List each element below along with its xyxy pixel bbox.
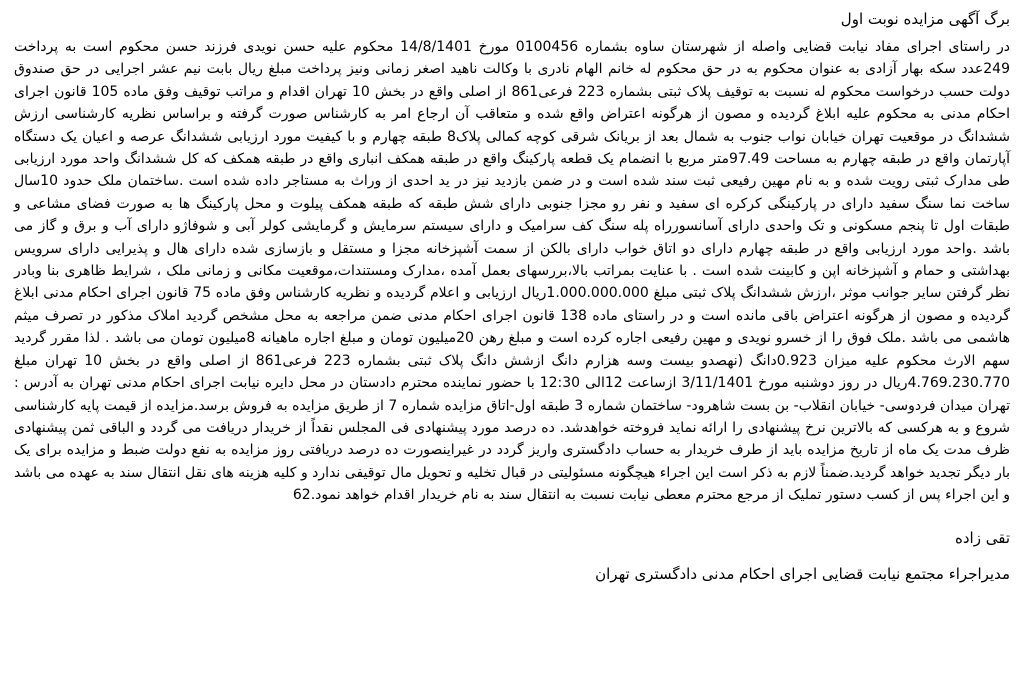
signer-name: تقی زاده [955, 528, 1010, 547]
notice-title: برگ آگهی مزایده نوبت اول [840, 10, 1010, 28]
signer-title: مدیراجراء مجتمع نیابت قضایی اجرای احکام مدنی دادگستری تهران [595, 564, 1010, 583]
notice-body: در راستای اجرای مفاد نیابت قضایی واصله از شهرستان ساوه بشماره 0100456 مورخ 14/8/1401 محکوم علیه حسن نویدی فرزند حسن محکوم است به پرداخت 249عدد سکه بهار آزادی به عنوان محکوم به در حق محکوم له خانم الهام نادری با وکالت ناهید اصغر زمانی ونیز پرداخت مبلغ ریال بابت نیم عشر اجرایی در حق صندوق دولت حسب درخواست محکوم له نسبت به توقیف پلاک ثبتی بشماره 223 فرعی861 از اصلی واقع در بخش 10 تهران اقدام و مراتب توقیف وفق ماده 105 قانون اجرای احکام مدنی به محکوم علیه ابلاغ گردیده و مصون از هرگونه اعتراض واقع شده و متعاقب آن ارجاع امر به کارشناس صورت گرفته و براساس نظریه کارشناسی ارزش ششدانگ در موقعیت تهران خیابان نواب جنوب به شمال بعد از بریانک شرقی کوچه کمالی پلاک8 طبقه چهارم و با کیفیت مورد ارزیابی ششدانگ عرصه و اعیان یک دستگاه آپارتمان واقع در طبقه چهارم به مساحت 97.49متر مربع با انضمام یک قطعه پارکینگ واقع در طبقه همکف انباری واقع در طبقه همکف که کل ششدانگ واحد مورد ارزیابی طی مدارک ثبتی رویت شده و به نام مهین رفیعی ثبت سند شده است و در ضمن بازدید نیز در ید احدی از وراث به مستاجر داده شده است .ساختمان ملک حدود 10سال ساخت نما سنگ سفید دارای در پارکینگی کرکره ای سفید و نفر رو مجزا جنوبی دارای شش طبقه که طبقه همکف پیلوت و محل پارکینگ ها به صورت فضای مشاعی و طبقات اول تا پنجم مسکونی و تک واحدی دارای آسانسورراه پله سنگ کف سرامیک و دارای سیستم سرمایش و گرمایشی کولر آبی و شوفاژو دارای آب و برق و گاز می باشد .واحد مورد ارزیابی واقع در طبقه چهارم دارای دو اتاق خواب دارای بالکن از سمت آشپزخانه مجزا و مستقل و بازسازی شده دارای هال و پذیرایی دارای سرویس بهداشتی و حمام و آشپزخانه اپن و کابینت شده است . با عنایت بمراتب بالا،بررسهای بعمل آمده ،مدارک ومستندات،موقعیت مکانی و زمانی ملک ، شرایط ظاهری بنا وبادر نظر گرفتن سایر جوانب موثر ،ارزش ششدانگ پلاک ثبتی مبلغ 1.000.000.000ریال ارزیابی و اعلام گردیده و نظریه کارشناس وفق ماده 75 قانون اجرای احکام مدنی ابلاغ گردیده و مصون از هرگونه اعتراض باقی مانده است و در راستای ماده 138 قانون اجرای احکام مدنی ضمن مراجعه به محل مشخص گردید املاک مذکور در تصرف میثم هاشمی می باشد .ملک فوق را از خسرو نویدی و مهین رفیعی اجاره کرده است و مبلغ رهن 20میلیون تومان و مبلغ اجاره ماهیانه 8میلیون تومان می باشد . لذا مقرر گردید سهم الارث محکوم علیه میزان 0.923دانگ (نهصدو بیست وسه هزارم دانگ ازشش دانگ پلاک ثبتی بشماره 223 فرعی861 از اصلی واقع در بخش 10 تهران مبلغ 4.769.230.770ریال در روز دوشنبه مورخ 3/11/1401 ازساعت 12الی 12:30 با حضور نماینده محترم دادستان در محل دایره نیابت اجرای احکام مدنی تهران به آدرس : تهران میدان فردوسی- خیابان انقلاب- بن بست شاهرود- ساختمان شماره 3 طبقه اول-اتاق مزایده شماره 7 از طریق مزایده به فروش برسد.مزایده از قیمت پایه کارشناسی شروع و به هرکسی که بالاترین نرخ پیشنهادی را ارائه نماید فروخته خواهدشد. ده درصد مورد پیشنهادی فی المجلس نقداً از خریدار دریافت می گردد و الباقی ثمن پیشنهادی ظرف مدت یک ماه از تاریخ مزایده باید از طرف خریدار به حساب دادگستری واریز گردد در غیراینصورت ده درصد دریافتی روز مزایده به نفع دولت ضبط و مزایده برای یک بار دیگر تجدید خواهد گردید.ضمناً لازم به ذکر است این اجراء هیچگونه مسئولیتی در قبال تخلیه و تحویل مال توقیفی ندارد و کلیه هزینه های نقل انتقال سند به عهده می باشد و این اجراء پس از کسب دستور تملیک از مرجع محترم معطی نیابت نسبت به انتقال سند به نام خریدار اقدام خواهد نمود.62 [14, 39, 1011, 504]
